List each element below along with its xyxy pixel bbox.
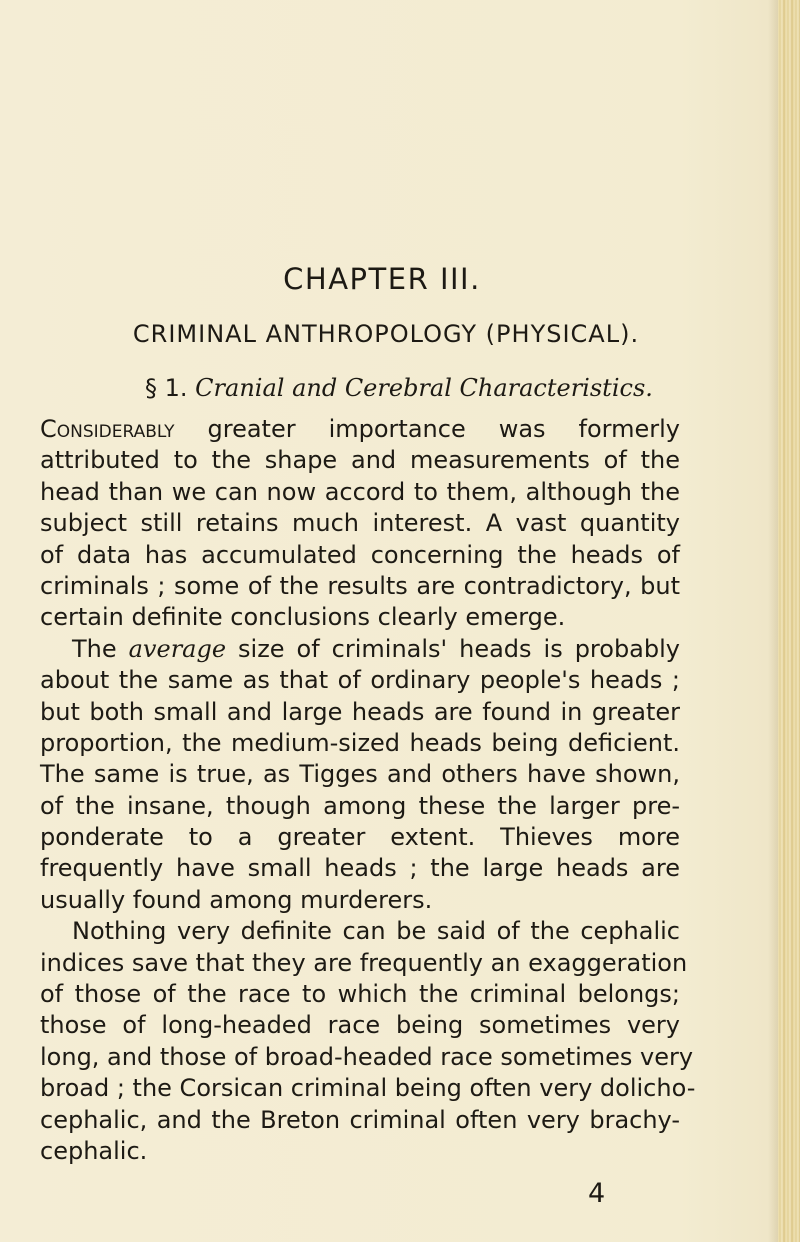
text-line: those of long-headed race being sometimes very	[40, 1011, 680, 1040]
emphasis-word: average	[128, 634, 227, 663]
text-line: Nothing very definite can be said of the cephalic	[72, 917, 680, 946]
text-line: attributed to the shape and measurements of the	[40, 446, 680, 475]
text-line: of those of the race to which the criminal belongs;	[40, 980, 680, 1009]
text-line: head than we can now accord to them, although the	[40, 477, 680, 506]
chapter-heading: CHAPTER III.	[283, 262, 481, 296]
text-line: indices save that they are frequently an exaggeration	[40, 948, 688, 977]
text-line: ponderate to a greater extent. Thieves more	[40, 823, 680, 852]
text-line: subject still retains much interest. A vast quantity	[40, 509, 680, 538]
text-line: cephalic.	[40, 1136, 148, 1165]
text-line: criminals ; some of the results are contradictory, but	[40, 571, 680, 600]
section-title: Cranial and Cerebral Characteristics.	[195, 374, 653, 402]
text-line: of the insane, though among these the larger pre-	[40, 791, 680, 820]
text-line: certain definite conclusions clearly emerge.	[40, 603, 566, 632]
page-edge	[778, 0, 800, 1242]
text-line: of data has accumulated concerning the heads of	[40, 540, 680, 569]
section-mark: § 1.	[145, 374, 188, 402]
chapter-subtitle: CRIMINAL ANTHROPOLOGY (PHYSICAL).	[132, 320, 640, 348]
text-line: broad ; the Corsican criminal being often very dolicho-	[40, 1074, 696, 1103]
section-heading	[145, 374, 653, 402]
text-fragment: The	[72, 634, 129, 663]
body-text	[40, 414, 696, 1167]
text-line: about the same as that of ordinary people's heads ;	[40, 666, 680, 695]
text-line	[40, 414, 680, 445]
text-line: usually found among murderers.	[40, 885, 433, 914]
text-fragment: size of criminals' heads is probably	[226, 634, 680, 663]
text-line: proportion, the medium-sized heads being deficient.	[40, 728, 680, 757]
text-line: The same is true, as Tigges and others have shown,	[40, 760, 680, 789]
text-line: cephalic, and the Breton criminal often very brachy-	[40, 1105, 680, 1134]
text-line: frequently have small heads ; the large heads are	[40, 854, 680, 883]
text-line: but both small and large heads are found in greater	[40, 697, 680, 726]
text-fragment: greater importance was formerly	[174, 415, 680, 443]
page-number: 4	[588, 1178, 606, 1209]
page-gutter-shadow	[768, 0, 778, 1242]
text-line: long, and those of broad-headed race sometimes very	[40, 1042, 694, 1071]
first-word: Considerably	[40, 415, 175, 443]
text-line	[40, 634, 680, 665]
